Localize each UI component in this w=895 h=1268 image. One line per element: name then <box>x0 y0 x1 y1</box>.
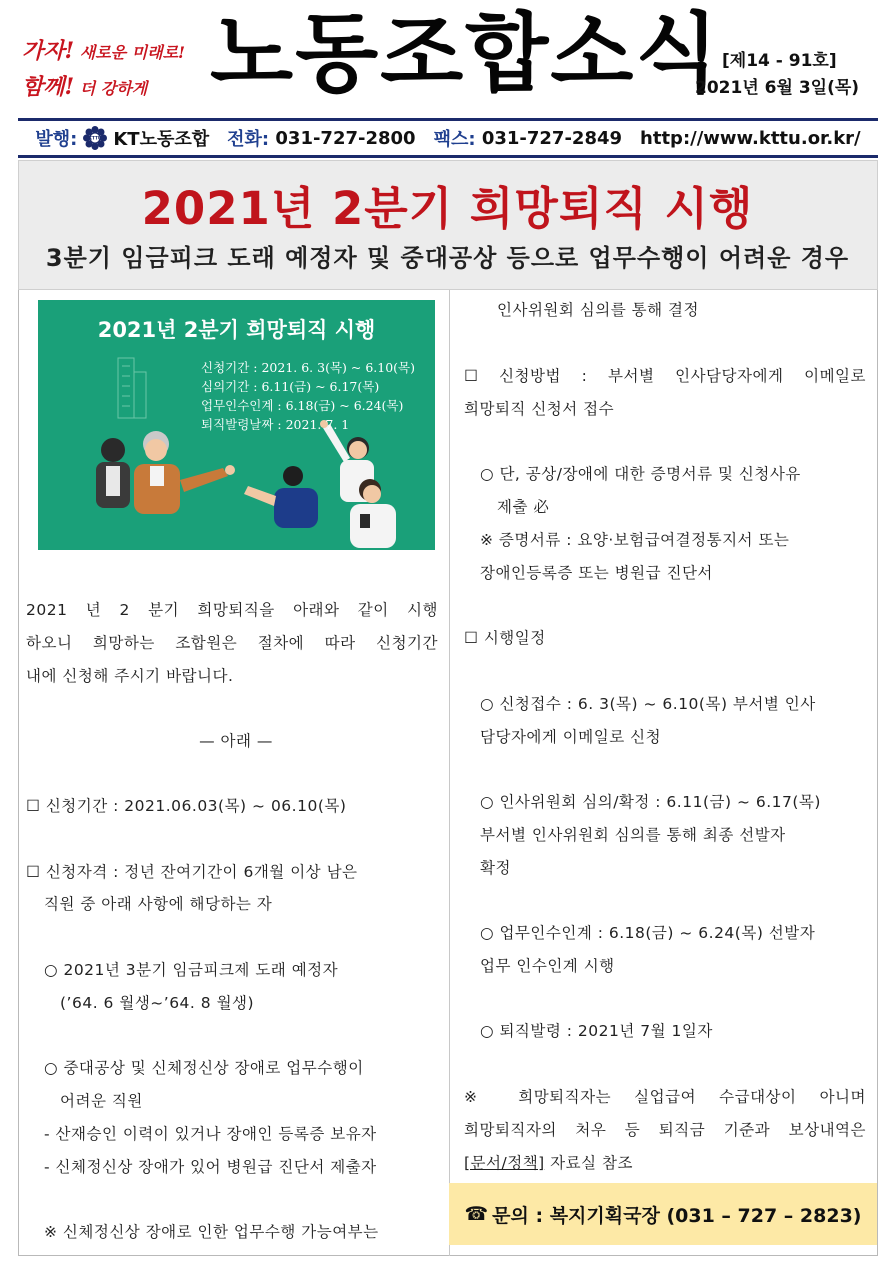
qualification-item: ○ 중대공상 및 신체정신상 장애로 업무수행이 <box>44 1059 364 1077</box>
banner-image <box>38 300 435 550</box>
schedule-item: 확정 <box>480 859 511 877</box>
masthead-title: 노동조합소식 <box>210 4 721 104</box>
headline-subtitle: 3분기 임금피크 도래 예정자 및 중대공상 등으로 업무수행이 어려운 경우 <box>45 244 850 272</box>
publisher-bar-bottom-rule <box>18 155 878 158</box>
publisher-label: 발행: <box>35 129 78 150</box>
issue-number: [제14 - 91호] <box>722 51 837 71</box>
phone-icon: ☎ <box>464 1203 489 1225</box>
column-divider <box>449 290 450 1256</box>
schedule-item: ○ 신청접수 : 6. 3(목) ~ 6.10(목) 부서별 인사 <box>480 695 816 713</box>
banner-line: 심의기간 : 6.11(금) ~ 6.17(목) <box>201 379 380 394</box>
method-note: ※ 증명서류 : 요양·보험급여결정통지서 또는 <box>480 531 790 549</box>
fax-label: 팩스: <box>433 129 476 150</box>
publisher-bar-top-rule <box>18 118 878 121</box>
method-subitem: 제출 必 <box>497 498 550 516</box>
schedule-item: 업무 인수인계 시행 <box>480 957 615 975</box>
slogan-line2-big: 함께! <box>22 74 75 100</box>
qualification-line: ☐ 신청자격 : 정년 잔여기간이 6개월 이상 남은 <box>26 863 358 881</box>
footnote-rest: 자료실 참조 <box>544 1154 633 1172</box>
footnote-line <box>464 1151 633 1173</box>
qualification-line: 직원 중 아래 사항에 해당하는 자 <box>44 895 273 913</box>
method-subitem: ○ 단, 공상/장애에 대한 증명서류 및 신청사유 <box>480 465 801 483</box>
disability-note: ※ 신체정신상 장애로 인한 업무수행 가능여부는 <box>44 1223 379 1241</box>
schedule-label: ☐ 시행일정 <box>464 629 546 647</box>
contact-box <box>449 1183 877 1245</box>
qualification-item: (’64. 6 월생~’64. 8 월생) <box>60 994 255 1012</box>
method-line: ☐ 신청방법 : 부서별 인사담당자에게 이메일로 <box>464 367 866 385</box>
headline-title: 2021년 2분기 희망퇴직 시행 <box>141 182 754 235</box>
banner-line: 신청기간 : 2021. 6. 3(목) ~ 6.10(목) <box>201 360 415 375</box>
schedule-item: 부서별 인사위원회 심의를 통해 최종 선발자 <box>480 826 786 844</box>
emblem-text: KTTU <box>89 135 102 141</box>
intro-line: 2021 년 2 분기 희망퇴직을 아래와 같이 시행 <box>26 601 438 619</box>
continuation-line: 인사위원회 심의를 통해 결정 <box>497 301 699 319</box>
schedule-item: ○ 업무인수인계 : 6.18(금) ~ 6.24(목) 선발자 <box>480 924 816 942</box>
banner-title: 2021년 2분기 희망퇴직 시행 <box>97 318 376 342</box>
schedule-item: ○ 인사위원회 심의/확정 : 6.11(금) ~ 6.17(목) <box>480 793 821 811</box>
footnote-line: 희망퇴직자의 처우 등 퇴직금 기준과 보상내역은 <box>464 1121 866 1139</box>
documents-policy-link[interactable]: [문서/정책] <box>464 1154 545 1172</box>
qualification-item: ○ 2021년 3분기 임금피크제 도래 예정자 <box>44 961 339 979</box>
footnote-line: ※ 희망퇴직자는 실업급여 수급대상이 아니며 <box>464 1088 866 1106</box>
application-period: ☐ 신청기간 : 2021.06.03(목) ~ 06.10(목) <box>26 797 347 815</box>
phone-label: 전화: <box>227 129 270 150</box>
schedule-item: 담당자에게 이메일로 신청 <box>480 728 662 746</box>
qualification-item: 어려운 직원 <box>60 1092 143 1110</box>
publisher-name: KT노동조합 <box>113 129 210 150</box>
method-line: 희망퇴직 신청서 접수 <box>464 400 615 418</box>
qualification-detail: - 산재승인 이력이 있거나 장애인 등록증 보유자 <box>44 1125 377 1143</box>
intro-line: 하오니 희망하는 조합원은 절차에 따라 신청기간 <box>26 634 438 652</box>
phone-number: 031-727-2800 <box>275 127 416 149</box>
fax-number: 031-727-2849 <box>481 127 623 149</box>
slogan-line1-small: 새로운 미래로! <box>79 43 186 62</box>
kttu-emblem-icon <box>83 126 107 150</box>
publisher-bar <box>18 122 878 154</box>
issue-date: 2021년 6월 3일(목) <box>695 78 860 98</box>
intro-line: 내에 신청해 주시기 바랍니다. <box>26 667 234 685</box>
qualification-detail: - 신체정신상 장애가 있어 병원급 진단서 제출자 <box>44 1158 377 1176</box>
below-label: — 아래 — <box>199 732 273 750</box>
method-note: 장애인등록증 또는 병원급 진단서 <box>480 564 713 582</box>
slogan <box>22 34 197 106</box>
schedule-item: ○ 퇴직발령 : 2021년 7월 1일자 <box>480 1022 713 1040</box>
website-link[interactable]: http://www.kttu.or.kr/ <box>640 127 861 149</box>
slogan-line2-small: 더 강하게 <box>79 79 148 98</box>
contact-text: 문의 : 복지기획국장 (031 – 727 – 2823) <box>492 1204 862 1227</box>
slogan-line1-big: 가자! <box>22 38 75 64</box>
banner-line: 퇴직발령날짜 : 2021. 7. 1 <box>201 417 350 432</box>
banner-line: 업무인수인계 : 6.18(금) ~ 6.24(목) <box>201 398 404 413</box>
